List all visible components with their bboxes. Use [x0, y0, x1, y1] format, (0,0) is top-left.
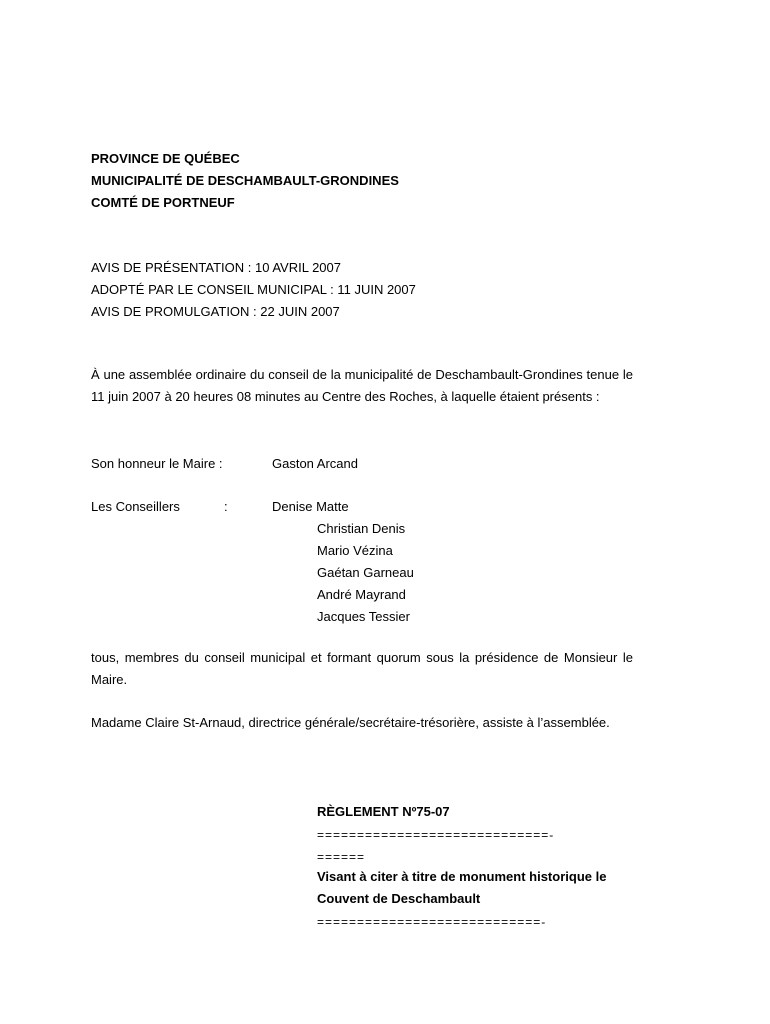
councillor-name: Mario Vézina: [317, 543, 393, 558]
municipality-heading: MUNICIPALITÉ DE DESCHAMBAULT-GRONDINES: [91, 173, 399, 188]
mayor-name: Gaston Arcand: [272, 456, 358, 471]
separator-line: ============================-: [317, 915, 547, 929]
councillors-label: Les Conseillers: [91, 499, 180, 514]
councillor-name: Christian Denis: [317, 521, 406, 536]
regulation-title: RÈGLEMENT Nº75-07: [317, 804, 450, 819]
assist-paragraph: Madame Claire St-Arnaud, directrice générale/secrétaire-trésorière, assiste à l’assemblée.: [91, 715, 610, 730]
councillor-name: André Mayrand: [317, 587, 406, 602]
intro-paragraph: À une assemblée ordinaire du conseil de la municipalité de Deschambault-Grondines tenue le 11 juin 2007 à 20 heures 08 minutes au Centre des Roches, à laquelle étaient présents :: [91, 367, 633, 404]
councillors-colon: :: [224, 499, 228, 514]
councillor-name: Jacques Tessier: [317, 609, 410, 624]
separator-line: ======: [317, 850, 366, 864]
quorum-paragraph: tous, membres du conseil municipal et formant quorum sous la présidence de Monsieur le Maire.: [91, 650, 633, 687]
councillor-name: Gaétan Garneau: [317, 565, 414, 580]
separator-line: =============================-: [317, 828, 555, 842]
presentation-notice: AVIS DE PRÉSENTATION : 10 AVRIL 2007: [91, 260, 341, 275]
regulation-subject-line: Visant à citer à titre de monument historique le: [317, 869, 607, 884]
county-heading: COMTÉ DE PORTNEUF: [91, 195, 235, 210]
councillor-name: Denise Matte: [272, 499, 349, 514]
adoption-date: ADOPTÉ PAR LE CONSEIL MUNICIPAL : 11 JUIN 2007: [91, 282, 416, 297]
regulation-subject-line: Couvent de Deschambault: [317, 891, 481, 906]
province-heading: PROVINCE DE QUÉBEC: [91, 151, 240, 166]
mayor-label: Son honneur le Maire :: [91, 456, 223, 471]
promulgation-notice: AVIS DE PROMULGATION : 22 JUIN 2007: [91, 304, 340, 319]
